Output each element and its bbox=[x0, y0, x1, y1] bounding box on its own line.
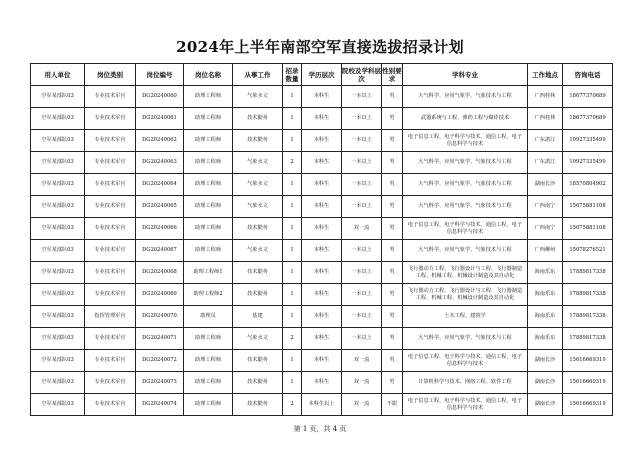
cell-quota: 1 bbox=[283, 174, 302, 196]
header-gender: 性别要求 bbox=[382, 64, 403, 86]
cell-gender: 男 bbox=[382, 262, 403, 284]
cell-quota: 1 bbox=[283, 218, 302, 240]
cell-gender: 男 bbox=[382, 152, 403, 174]
cell-post-category: 专业技术军官 bbox=[85, 130, 136, 152]
cell-post-code: DG20240067 bbox=[136, 240, 184, 262]
cell-quota: 1 bbox=[283, 130, 302, 152]
cell-post-code: DG20240069 bbox=[136, 284, 184, 306]
cell-work-type: 基建 bbox=[233, 306, 283, 328]
cell-unit: 空军某部队03 bbox=[31, 218, 85, 240]
cell-location: 广西南宁 bbox=[528, 196, 563, 218]
cell-post-category: 专业技术军官 bbox=[85, 262, 136, 284]
cell-location: 广西桂林 bbox=[528, 86, 563, 108]
header-work-type: 从事工作 bbox=[233, 64, 283, 86]
cell-phone: 18570804902 bbox=[563, 174, 613, 196]
cell-quota: 1 bbox=[283, 108, 302, 130]
cell-post-name: 助理工程师 bbox=[184, 86, 233, 108]
cell-post-category: 专业技术军官 bbox=[85, 240, 136, 262]
cell-unit: 空军某部队03 bbox=[31, 372, 85, 394]
table-row bbox=[31, 284, 613, 306]
cell-work-type: 技术勤务 bbox=[233, 130, 283, 152]
table-row bbox=[31, 262, 613, 284]
cell-school-level: 一本以上 bbox=[342, 196, 382, 218]
recruitment-plan-table bbox=[30, 63, 613, 416]
cell-post-name: 助理员 bbox=[184, 306, 233, 328]
cell-post-code: DG20240066 bbox=[136, 218, 184, 240]
cell-quota: 1 bbox=[283, 196, 302, 218]
cell-post-code: DG20240065 bbox=[136, 196, 184, 218]
header-post-code: 岗位编号 bbox=[136, 64, 184, 86]
header-school-level: 院校及学科层次 bbox=[342, 64, 382, 86]
cell-major: 武器系统与工程、弹药工程与爆炸技术 bbox=[403, 108, 528, 130]
cell-work-type: 技术勤务 bbox=[233, 262, 283, 284]
cell-unit: 空军某部队03 bbox=[31, 350, 85, 372]
cell-location: 湖南长沙 bbox=[528, 174, 563, 196]
cell-education-level: 本科生 bbox=[302, 108, 342, 130]
cell-location: 湖南长沙 bbox=[528, 372, 563, 394]
cell-location: 广西柳州 bbox=[528, 240, 563, 262]
cell-gender: 男 bbox=[382, 218, 403, 240]
cell-quota: 1 bbox=[283, 86, 302, 108]
cell-major: 大气科学、应用气象学、气象技术与工程 bbox=[403, 196, 528, 218]
table-row bbox=[31, 394, 613, 416]
cell-work-type: 气象水文 bbox=[233, 174, 283, 196]
cell-post-name: 助理工程师 bbox=[184, 152, 233, 174]
cell-phone: 19927335499 bbox=[563, 130, 613, 152]
cell-location: 广西南宁 bbox=[528, 218, 563, 240]
cell-unit: 空军某部队03 bbox=[31, 394, 85, 416]
table-row bbox=[31, 174, 613, 196]
page-footer: 第 1 页，共 4 页 bbox=[293, 425, 347, 433]
cell-unit: 空军某部队03 bbox=[31, 108, 85, 130]
cell-post-name: 助理工程师 bbox=[184, 196, 233, 218]
cell-location: 广西桂林 bbox=[528, 108, 563, 130]
cell-post-category: 专业技术军官 bbox=[85, 152, 136, 174]
cell-major: 大气科学、应用气象学、气象技术与工程 bbox=[403, 86, 528, 108]
cell-post-category: 专业技术军官 bbox=[85, 394, 136, 416]
cell-location: 湖南长沙 bbox=[528, 394, 563, 416]
header-major: 学科专业 bbox=[403, 64, 528, 86]
cell-school-level: 双一流 bbox=[342, 394, 382, 416]
cell-education-level: 本科生 bbox=[302, 328, 342, 350]
cell-quota: 1 bbox=[283, 262, 302, 284]
cell-post-name: 助理工程师 bbox=[184, 108, 233, 130]
cell-school-level: 一本以上 bbox=[342, 174, 382, 196]
cell-location: 海南乐东 bbox=[528, 262, 563, 284]
cell-education-level: 本科生 bbox=[302, 218, 342, 240]
cell-post-category: 专业技术军官 bbox=[85, 372, 136, 394]
cell-work-type: 气象水文 bbox=[233, 328, 283, 350]
cell-post-category: 专业技术军官 bbox=[85, 174, 136, 196]
cell-work-type: 技术勤务 bbox=[233, 284, 283, 306]
cell-major: 大气科学、应用气象学、气象技术与工程 bbox=[403, 152, 528, 174]
cell-education-level: 本科生 bbox=[302, 174, 342, 196]
cell-major: 大气科学、应用气象学、气象技术与工程 bbox=[403, 174, 528, 196]
cell-education-level: 本科生 bbox=[302, 130, 342, 152]
cell-quota: 1 bbox=[283, 306, 302, 328]
cell-post-category: 专业技术军官 bbox=[85, 350, 136, 372]
cell-gender: 男 bbox=[382, 284, 403, 306]
cell-post-name: 助理工程师 bbox=[184, 372, 233, 394]
cell-quota: 1 bbox=[283, 284, 302, 306]
cell-post-category: 专业技术军官 bbox=[85, 196, 136, 218]
table-header-row bbox=[31, 64, 613, 86]
cell-post-code: DG20240061 bbox=[136, 108, 184, 130]
cell-school-level: 一本以上 bbox=[342, 152, 382, 174]
cell-post-name: 助理工程师 bbox=[184, 174, 233, 196]
header-post-category: 岗位类别 bbox=[85, 64, 136, 86]
cell-school-level: 双一流 bbox=[342, 218, 382, 240]
table-row bbox=[31, 108, 613, 130]
cell-post-category: 专业技术军官 bbox=[85, 86, 136, 108]
cell-post-code: DG20240060 bbox=[136, 86, 184, 108]
cell-gender: 男 bbox=[382, 174, 403, 196]
cell-post-category: 指挥管理军官 bbox=[85, 306, 136, 328]
cell-education-level: 本科生 bbox=[302, 262, 342, 284]
cell-unit: 空军某部队03 bbox=[31, 284, 85, 306]
cell-phone: 17889817338 bbox=[563, 262, 613, 284]
cell-phone: 17889817338 bbox=[563, 284, 613, 306]
cell-gender: 男 bbox=[382, 372, 403, 394]
cell-major: 大气科学、应用气象学、气象技术与工程 bbox=[403, 240, 528, 262]
cell-phone: 18677370689 bbox=[563, 86, 613, 108]
table-row bbox=[31, 350, 613, 372]
cell-post-name: 助理工程师 bbox=[184, 240, 233, 262]
cell-quota: 1 bbox=[283, 240, 302, 262]
cell-post-name: 助理工程师 bbox=[184, 218, 233, 240]
cell-education-level: 本科生 bbox=[302, 284, 342, 306]
cell-post-name: 助理工程师2 bbox=[184, 284, 233, 306]
cell-phone: 19927335499 bbox=[563, 152, 613, 174]
cell-phone: 15616669319 bbox=[563, 350, 613, 372]
cell-unit: 空军某部队03 bbox=[31, 262, 85, 284]
table-row bbox=[31, 240, 613, 262]
table-row bbox=[31, 218, 613, 240]
cell-school-level: 一本以上 bbox=[342, 86, 382, 108]
cell-major: 大气科学、应用气象学、气象技术与工程 bbox=[403, 328, 528, 350]
cell-education-level: 本科生 bbox=[302, 306, 342, 328]
header-education-level: 学历层次 bbox=[302, 64, 342, 86]
cell-post-name: 助理工程师 bbox=[184, 130, 233, 152]
cell-quota: 1 bbox=[283, 350, 302, 372]
cell-unit: 空军某部队03 bbox=[31, 152, 85, 174]
header-post-name: 岗位名称 bbox=[184, 64, 233, 86]
cell-post-code: DG20240070 bbox=[136, 306, 184, 328]
cell-post-name: 助理工程师 bbox=[184, 350, 233, 372]
cell-phone: 17889817338 bbox=[563, 328, 613, 350]
cell-education-level: 本科生 bbox=[302, 86, 342, 108]
cell-unit: 空军某部队03 bbox=[31, 196, 85, 218]
cell-school-level: 一本以上 bbox=[342, 306, 382, 328]
cell-school-level: 一本以上 bbox=[342, 240, 382, 262]
cell-post-code: DG20240073 bbox=[136, 372, 184, 394]
cell-gender: 男 bbox=[382, 108, 403, 130]
cell-education-level: 本科生 bbox=[302, 240, 342, 262]
cell-gender: 男 bbox=[382, 306, 403, 328]
header-phone: 咨询电话 bbox=[563, 64, 613, 86]
cell-major: 电子信息工程、电子科学与技术、通信工程、电子信息科学与技术 bbox=[403, 218, 528, 240]
cell-education-level: 本科生 bbox=[302, 372, 342, 394]
cell-unit: 空军某部队03 bbox=[31, 174, 85, 196]
cell-post-code: DG20240063 bbox=[136, 152, 184, 174]
cell-post-code: DG20240074 bbox=[136, 394, 184, 416]
cell-phone: 15675881108 bbox=[563, 218, 613, 240]
table-row bbox=[31, 130, 613, 152]
cell-work-type: 气象水文 bbox=[233, 86, 283, 108]
cell-post-category: 专业技术军官 bbox=[85, 328, 136, 350]
cell-school-level: 一本以上 bbox=[342, 108, 382, 130]
cell-school-level: 一本以上 bbox=[342, 328, 382, 350]
cell-post-category: 专业技术军官 bbox=[85, 218, 136, 240]
header-quota: 招录数量 bbox=[283, 64, 302, 86]
table-row bbox=[31, 196, 613, 218]
cell-school-level: 双一流 bbox=[342, 372, 382, 394]
cell-major: 电子信息工程、电子科学与技术、通信工程、电子信息科学与技术 bbox=[403, 350, 528, 372]
cell-location: 海南乐东 bbox=[528, 284, 563, 306]
document-title: 2024年上半年南部空军直接选拔招录计划 bbox=[176, 38, 464, 56]
cell-quota: 2 bbox=[283, 394, 302, 416]
cell-phone: 15616669319 bbox=[563, 372, 613, 394]
cell-phone: 15078276521 bbox=[563, 240, 613, 262]
cell-work-type: 气象水文 bbox=[233, 196, 283, 218]
cell-education-level: 本科生 bbox=[302, 196, 342, 218]
cell-work-type: 技术勤务 bbox=[233, 394, 283, 416]
table-row bbox=[31, 306, 613, 328]
cell-post-name: 助理工程师1 bbox=[184, 262, 233, 284]
cell-phone: 15616669319 bbox=[563, 394, 613, 416]
cell-post-name: 助理工程师 bbox=[184, 328, 233, 350]
header-location: 工作地点 bbox=[528, 64, 563, 86]
cell-gender: 男 bbox=[382, 240, 403, 262]
cell-school-level: 一本以上 bbox=[342, 130, 382, 152]
cell-unit: 空军某部队03 bbox=[31, 240, 85, 262]
cell-unit: 空军某部队03 bbox=[31, 86, 85, 108]
cell-major: 电子信息工程、电子科学与技术、通信工程、电子信息科学与技术 bbox=[403, 130, 528, 152]
cell-school-level: 一本以上 bbox=[342, 262, 382, 284]
cell-post-code: DG20240071 bbox=[136, 328, 184, 350]
cell-post-code: DG20240062 bbox=[136, 130, 184, 152]
cell-work-type: 气象水文 bbox=[233, 240, 283, 262]
cell-post-category: 专业技术军官 bbox=[85, 284, 136, 306]
cell-unit: 空军某部队03 bbox=[31, 328, 85, 350]
table-row bbox=[31, 372, 613, 394]
cell-post-code: DG20240064 bbox=[136, 174, 184, 196]
cell-major: 土木工程、建筑学 bbox=[403, 306, 528, 328]
cell-gender: 不限 bbox=[382, 394, 403, 416]
cell-quota: 2 bbox=[283, 152, 302, 174]
cell-gender: 男 bbox=[382, 328, 403, 350]
cell-phone: 17889817338 bbox=[563, 306, 613, 328]
cell-work-type: 技术勤务 bbox=[233, 218, 283, 240]
table-row bbox=[31, 328, 613, 350]
cell-major: 计算机科学与技术、网络工程、软件工程 bbox=[403, 372, 528, 394]
table-body bbox=[31, 86, 613, 416]
cell-post-name: 助理工程师 bbox=[184, 394, 233, 416]
cell-gender: 男 bbox=[382, 86, 403, 108]
cell-major: 飞行器动力工程、飞行器设计与工程、飞行器制造工程、机械工程、机械设计制造及其自动化 bbox=[403, 284, 528, 306]
cell-gender: 男 bbox=[382, 130, 403, 152]
cell-work-type: 技术勤务 bbox=[233, 350, 283, 372]
cell-post-code: DG20240068 bbox=[136, 262, 184, 284]
cell-work-type: 技术勤务 bbox=[233, 372, 283, 394]
cell-work-type: 气象水文 bbox=[233, 152, 283, 174]
table-row bbox=[31, 86, 613, 108]
cell-location: 广东湛江 bbox=[528, 152, 563, 174]
cell-location: 海南乐东 bbox=[528, 328, 563, 350]
cell-unit: 空军某部队03 bbox=[31, 130, 85, 152]
cell-unit: 空军某部队03 bbox=[31, 306, 85, 328]
cell-education-level: 本科生以上 bbox=[302, 394, 342, 416]
cell-education-level: 本科生 bbox=[302, 152, 342, 174]
cell-work-type: 技术勤务 bbox=[233, 108, 283, 130]
cell-gender: 男 bbox=[382, 196, 403, 218]
cell-major: 飞行器动力工程、飞行器设计与工程、飞行器制造工程、机械工程、机械设计制造及其自动化 bbox=[403, 262, 528, 284]
cell-school-level: 一本以上 bbox=[342, 284, 382, 306]
cell-post-code: DG20240072 bbox=[136, 350, 184, 372]
table-row bbox=[31, 152, 613, 174]
cell-post-category: 专业技术军官 bbox=[85, 108, 136, 130]
cell-education-level: 本科生 bbox=[302, 350, 342, 372]
cell-major: 电子信息工程、电子科学与技术、通信工程、电子信息科学与技术 bbox=[403, 394, 528, 416]
cell-location: 海南乐东 bbox=[528, 306, 563, 328]
cell-quota: 1 bbox=[283, 372, 302, 394]
cell-quota: 2 bbox=[283, 328, 302, 350]
header-unit: 用人单位 bbox=[31, 64, 85, 86]
cell-location: 广东湛江 bbox=[528, 130, 563, 152]
cell-location: 湖南长沙 bbox=[528, 350, 563, 372]
cell-phone: 15675881108 bbox=[563, 196, 613, 218]
cell-gender: 男 bbox=[382, 350, 403, 372]
cell-phone: 18677370689 bbox=[563, 108, 613, 130]
cell-school-level: 双一流 bbox=[342, 350, 382, 372]
